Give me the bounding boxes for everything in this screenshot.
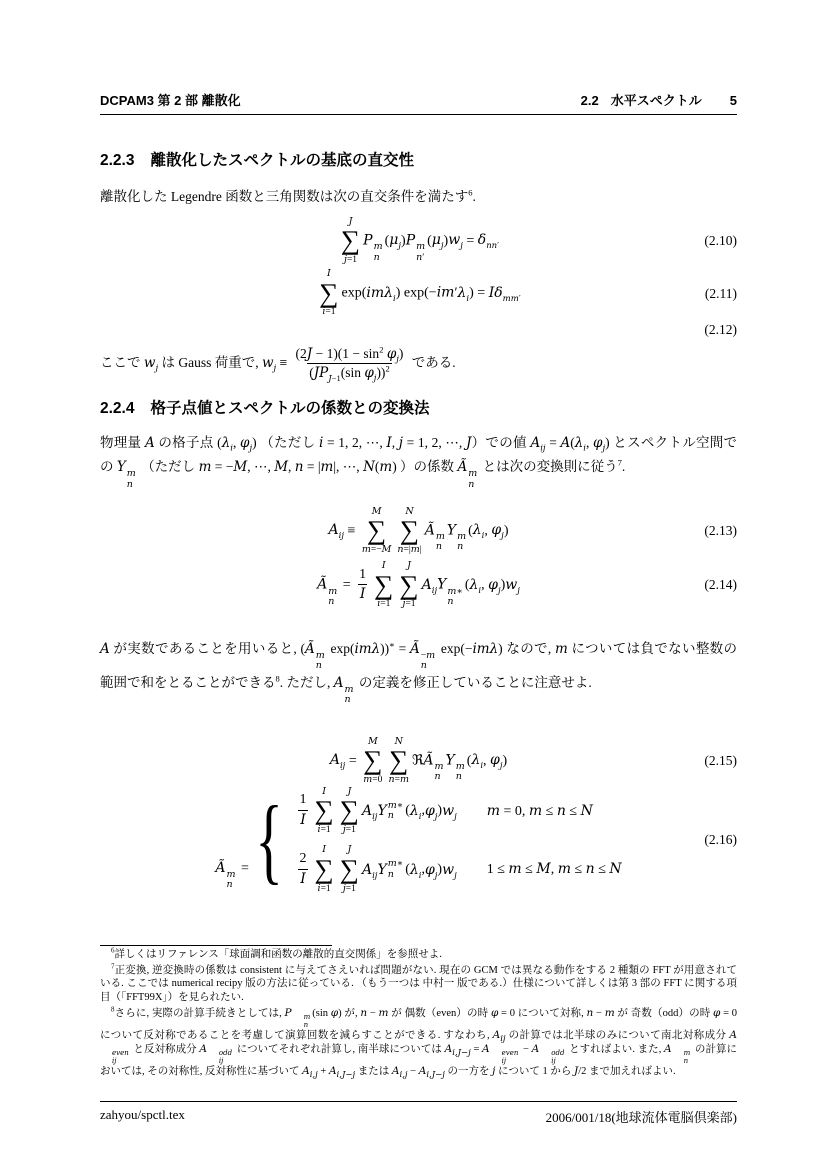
paragraph-orthogonality-intro: 離散化した Legendre 函数と三角関数は次の直交条件を満たす$^6$. (100, 187, 476, 204)
equation-2-15-number: (2.15) (704, 752, 737, 768)
equation-2-12 (100, 321, 737, 339)
header-section-title: 水平スペクトル (610, 93, 702, 108)
equation-2-14 (100, 560, 737, 610)
paragraph-gauss-weight: ここで $w_j$ は Gauss 荷重で, $w_j$ ≡ $\frac{(2J - 1)(1 - \sin^2 \varphi_j)}{(JP_{J-1}(\sin \varphi_j))^2}$ である. (100, 344, 456, 384)
page-footer (100, 1107, 737, 1126)
section-number: 2.2.3 (100, 152, 135, 169)
equation-2-14-number: (2.14) (704, 577, 737, 593)
header-left-title: DCPAM3 第 2 部 離散化 (100, 93, 241, 108)
footnote-6: $^6$詳しくはリファレンス「球面調和函数の離散的直交関係」を参照せよ. (111, 946, 442, 960)
footnote-8: $^8$さらに, 実際の計算手続きとしては, P m n (sin φ) が, n − m が 偶数（even）の時 φ = 0 について対称, n − m が 奇数（odd）の時 φ = 0 について反対称であることを考慮して演算回数を減らすことができる. すなわち, $A_{ij}$ の計算では北半球のみについて南北対称成分 A even ij と反対称成分 A odd ij についてそれぞれ計算し, 南半球については $A_{i,J-j} = A$ even ij − A odd ij とすればよい. また, A m n の計算においては, その対称性, 反対称性に基づいて $A_{i,j} + A_{i,J-j}$ または $A_{i,j} - A_{i,J-j}$ の一方を j について 1 から J/2 まで加えればよい. (100, 1005, 738, 1081)
equation-2-15 (100, 736, 737, 786)
equation-2-11 (100, 268, 737, 318)
page-header (100, 90, 737, 109)
footnote-7: $^7$正変換, 逆変換時の係数は consistent に与えてさえいれば問題がない. 現在の GCM では異なる動作をする 2 種類の FFT が用意されている. ここでは numerical recipy 版の方法に従っている. （もう一つは 中村一 版である.）仕様について詳しくは第 3 部の FFT に関する項目（「FFT99X」）を見られたい. (100, 962, 737, 1004)
equation-2-10 (100, 216, 737, 266)
section-number: 2.2.4 (100, 400, 135, 418)
equation-2-10-number: (2.10) (704, 233, 737, 249)
section-title: 格子点値とスペクトルの係数との変換法 (150, 400, 430, 418)
equation-2-13-body: $A_{ij}$ ≡ M ∑ m=−M N ∑ n=|m| Ã m n Y m n ($\lambda_i$, $\varphi_j$) (328, 505, 509, 555)
equation-2-14-body: Ã m n = $\frac{1}{I}$ I ∑ i=1 J ∑ j=1 $A_{ij}Y$ m∗ n ($\lambda_i$, $\varphi_j)w_j$ (317, 560, 520, 610)
section-title: 離散化したスペクトルの基底の直交性 (150, 152, 414, 169)
equation-2-12-number: (2.12) (704, 321, 737, 337)
content-area (100, 0, 737, 1126)
equation-2-16 (100, 786, 737, 895)
header-rule (100, 114, 737, 115)
paragraph-real-value-note: A が実数であることを用いると, (Ã m n exp(imλ))∗ = Ã −m n exp(−imλ) なので, m については負でない整数の範囲で和をとることができる$^8$. ただし, A m n の定義を修正していることに注意せよ. (100, 639, 738, 706)
equation-2-13-number: (2.13) (704, 522, 737, 538)
footer-date-organization: 2006/001/18(地球流体電脳倶楽部) (545, 1109, 737, 1125)
equation-2-16-number: (2.16) (704, 832, 737, 848)
header-right (581, 90, 737, 109)
equation-2-11-body: I ∑ i=1 exp(imλ$_i$) $\exp(-im'\lambda_i) = I\delta_{mm'}$ (319, 268, 521, 318)
section-heading-2-2-4 (100, 396, 737, 418)
equation-2-10-body: J ∑ j=1 P m n $(\mu_j)P$ m n′ $(\mu_j)w_j = \delta_{nn'}$ (340, 216, 500, 266)
header-section-number: 2.2 (580, 93, 599, 108)
equation-2-16-body: Ã m n = { $\frac{1}{I}$ I ∑ i=1 J ∑ j=1 $A_{ij}$ Y m∗ n ( $\lambda_i$ , $\varphi_j$ ) $w_j$ m = 0, m ≤ n ≤ N $\frac{2}{I}$ I ∑ i=1 J ∑ j=1 $A_{ij}$ Y m∗ n ( $\lambda_i$ , $\varphi_j$ ) $w_j$ 1 ≤ m ≤ M, m ≤ n ≤ N (215, 786, 622, 894)
footer-rule (100, 1101, 737, 1102)
equation-2-13 (100, 506, 737, 556)
equation-2-15-body: $A_{ij}$ = M ∑ m=0 N ∑ n=m ℜÃ m n Y m n ($\lambda_i$, $\varphi_j$) (329, 735, 508, 785)
equation-2-11-number: (2.11) (704, 285, 737, 301)
section-heading-2-2-3 (100, 148, 737, 170)
footnote-rule (100, 945, 332, 946)
paragraph-grid-spectral-transform: 物理量 A の格子点 ($\lambda_i$, $\varphi_j$) （ただし i = 1, 2, ⋯, I, j = 1, 2, ⋯, J）での値 $A_{ij} = A(\lambda_i$, $\varphi_j$) とスペクトル空間での Y m n （ただし m = −M, ⋯, M, n = |m|, ⋯, N(m) ）の係数 Ã m n とは次の変換則に従う$^7$. (100, 435, 738, 490)
footer-filename: zahyou/spctl.tex (100, 1106, 185, 1122)
header-page-number: 5 (729, 93, 737, 108)
